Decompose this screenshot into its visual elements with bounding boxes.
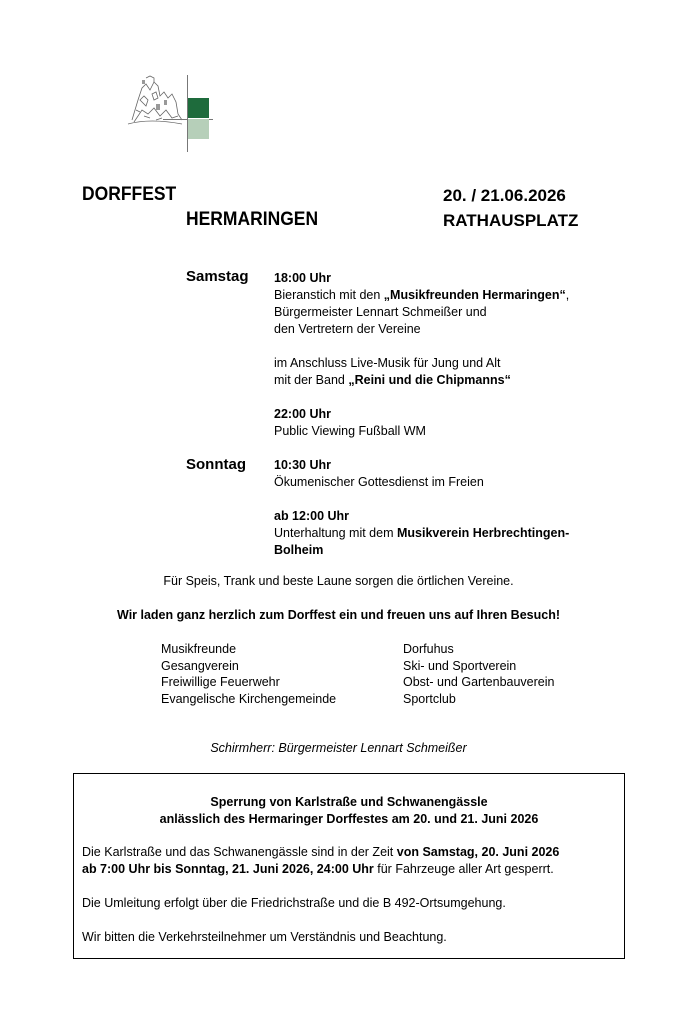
sunday-line-1: Ökumenischer Gottesdienst im Freien [274,475,484,489]
catering-note: Für Speis, Trank und beste Laune sorgen die örtlichen Vereine. [163,574,514,588]
saturday-line-6: Public Viewing Fußball WM [274,424,426,438]
saturday-line-1-comma: , [565,288,570,302]
sunday-line-3: Bolheim [274,543,324,557]
notice-paragraph-2: Die Umleitung erfolgt über die Friedrichstraße und die B 492-Ortsumgehung. [82,896,506,910]
saturday-time-2: 22:00 Uhr [274,407,331,421]
sunday-time-1: 10:30 Uhr [274,458,331,472]
club-item: Musikfreunde [161,642,237,656]
sunday-line-2-text: Unterhaltung mit dem [274,526,397,540]
title-line-1: DORFFEST [82,184,177,205]
sunday-band: Musikverein Herbrechtingen- [396,526,570,540]
saturday-band-1: „Musikfreunden Hermaringen“ [383,288,566,302]
logo-square-light [188,119,209,139]
club-item: Gesangverein [161,658,239,673]
notice-p1-tail: für Fahrzeuge aller Art gesperrt. [373,862,554,876]
saturday-program [274,270,654,440]
notice-title-1: Sperrung von Karlstraße und Schwanengässle [210,795,488,809]
saturday-line-1-text: Bieranstich mit den [274,288,384,302]
saturday-line-4: im Anschluss Live-Musik für Jung und Alt [274,356,501,370]
invitation-text: Wir laden ganz herzlich zum Dorffest ein und freuen uns auf Ihren Besuch! [117,608,560,622]
clubs-right-list [403,641,554,707]
sunday-line-2 [274,525,654,542]
club-item: Ski- und Sportverein [403,658,517,673]
club-item: Obst- und Gartenbauverein [403,675,555,689]
title-line-2: HERMARINGEN [186,209,319,230]
patron-line: Schirmherr: Bürgermeister Lennart Schmeißer [210,741,467,755]
notice-title-2: anlässlich des Hermaringer Dorffestes am 20. und 21. Juni 2026 [159,812,539,826]
sunday-time-2: ab 12:00 Uhr [274,509,350,523]
day-saturday: Samstag [186,268,249,285]
event-date: 20. / 21.06.2026 [443,186,566,205]
clubs-left-list [161,641,336,707]
club-item: Sportclub [403,691,456,706]
saturday-line-1 [274,287,654,304]
notice-paragraph-1 [82,844,624,878]
event-location: RATHAUSPLATZ [443,211,579,230]
road-closure-notice [73,773,625,959]
saturday-line-5-text: mit der Band [274,373,349,387]
notice-p1-text: Die Karlstraße und das Schwanengässle sind in der Zeit [82,845,397,859]
notice-p1-date-end: ab 7:00 Uhr bis Sonntag, 21. Juni 2026, 24:00 Uhr [82,862,374,876]
notice-paragraph-3: Wir bitten die Verkehrsteilnehmer um Verständnis und Beachtung. [82,930,447,944]
saturday-line-3: den Vertretern der Vereine [274,322,421,336]
club-item: Dorfuhus [403,642,454,656]
saturday-line-2: Bürgermeister Lennart Schmeißer und [274,305,487,319]
sunday-program [274,457,654,559]
day-sunday: Sonntag [186,456,246,473]
logo-square-dark [188,98,209,118]
club-item: Freiwillige Feuerwehr [161,675,280,689]
saturday-band-2: „Reini und die Chipmanns“ [348,373,511,387]
saturday-time-1: 18:00 Uhr [274,271,331,285]
notice-p1-date-start: von Samstag, 20. Juni 2026 [396,845,560,859]
club-item: Evangelische Kirchengemeinde [161,691,337,706]
saturday-line-5 [274,372,654,389]
